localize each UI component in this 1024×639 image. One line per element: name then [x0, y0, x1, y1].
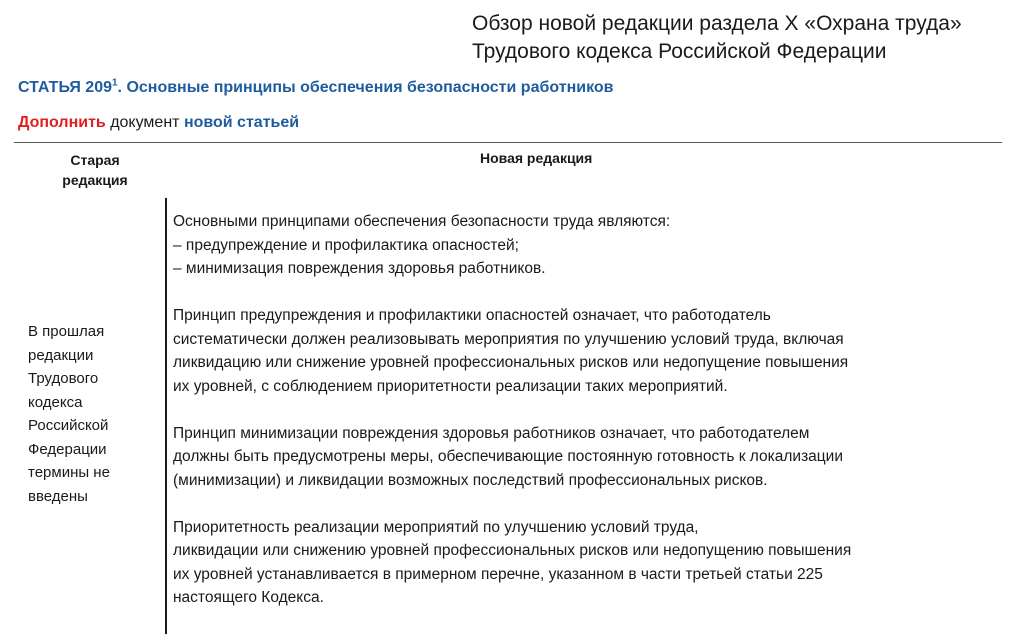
text-line: ликвидации или снижению уровней профессиональных рисков или недопущению повышения — [173, 542, 852, 559]
text-line: должны быть предусмотрены меры, обеспечивающие постоянную готовность к локализации — [173, 448, 843, 465]
text-line: ликвидацию или снижение уровней профессиональных рисков или недопущение повышения — [173, 354, 849, 371]
new-edition-text — [173, 210, 1003, 610]
table-top-divider — [14, 142, 1002, 143]
document-title — [472, 10, 962, 66]
article-prefix: СТАТЬЯ 209 — [18, 79, 112, 96]
article-heading — [18, 79, 613, 97]
article-suffix: . Основные принципы обеспечения безопасности работников — [117, 79, 614, 96]
text-line: настоящего Кодекса. — [173, 589, 324, 606]
instruction-plain-word: документ — [105, 114, 184, 131]
title-line-1: Обзор новой редакции раздела Х «Охрана труда» — [472, 12, 962, 35]
column-divider — [165, 198, 167, 634]
list-item: – минимизация повреждения здоровья работников. — [173, 260, 546, 277]
instruction-line — [18, 114, 299, 132]
text-line: Приоритетность реализации мероприятий по улучшению условий труда, — [173, 518, 699, 536]
text-line: их уровней, с соблюдением приоритетности реализации таких мероприятий. — [173, 377, 728, 395]
paragraph-principles — [173, 210, 1003, 281]
instruction-red-word: Дополнить — [18, 114, 106, 131]
paragraph-prevention — [173, 304, 1003, 398]
paragraph-minimization — [173, 422, 1003, 493]
old-edition-header: Старая редакция — [62, 152, 128, 188]
title-line-2: Трудового кодекса Российской Федерации — [472, 40, 887, 63]
text-line: Принцип минимизации повреждения здоровья работников означает, что работодателем — [173, 424, 810, 442]
article-superscript: 1 — [111, 77, 118, 89]
text-line: Основными принципами обеспечения безопасности труда являются: — [173, 213, 671, 230]
new-edition-header: Новая редакция — [480, 150, 593, 166]
paragraph-priority — [173, 516, 1003, 610]
text-line: Принцип предупреждения и профилактики опасностей означает, что работодатель — [173, 307, 771, 324]
list-item: – предупреждение и профилактика опасностей; — [173, 236, 519, 254]
text-line: систематически должен реализовывать мероприятия по улучшению условий труда, включая — [173, 330, 844, 348]
old-edition-text: В прошлая редакции Трудового кодекса Российской Федерации термины не введены — [28, 323, 110, 505]
instruction-blue-words: новой статьей — [183, 114, 300, 131]
text-line: их уровней устанавливается в примерном перечне, указанном в части третьей статьи 225 — [173, 565, 823, 583]
text-line: (минимизации) и ликвидации возможных последствий профессиональных рисков. — [173, 471, 768, 489]
